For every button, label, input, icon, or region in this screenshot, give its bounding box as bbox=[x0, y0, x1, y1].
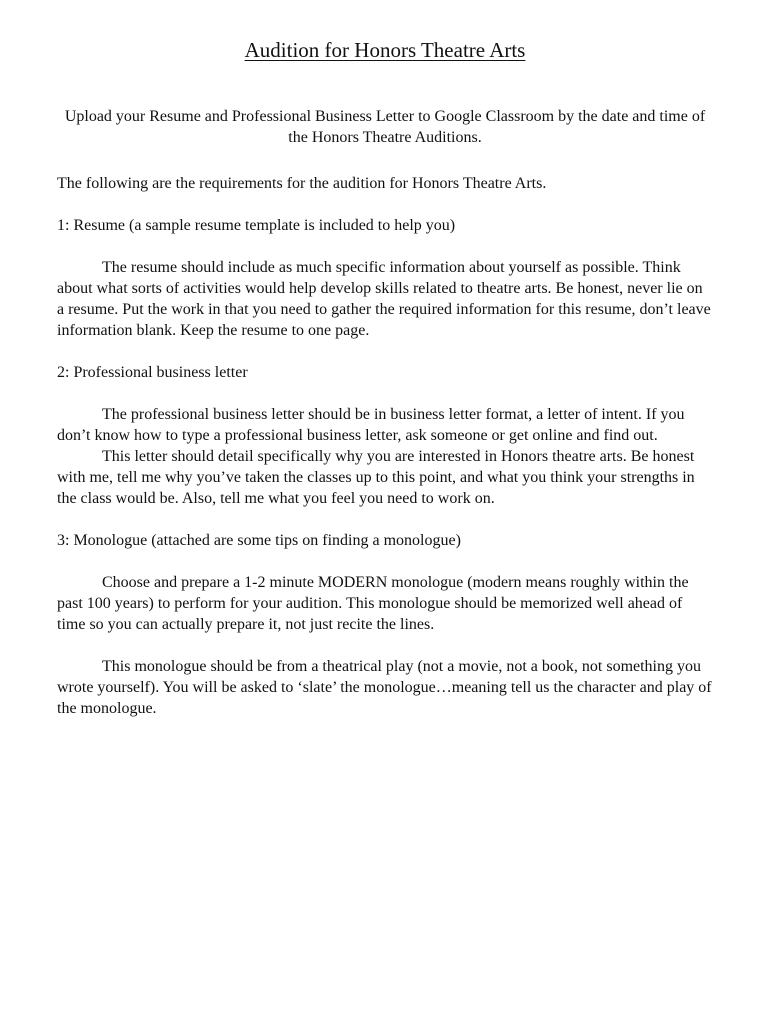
monologue-paragraph-preparation: Choose and prepare a 1-2 minute MODERN monologue (modern means roughly within the past 100 years) to perform for your audition. This monologue should be memorized well ahead of time so you can actually prepare it, not just recite the lines. bbox=[57, 574, 689, 633]
section-heading-resume: 1: Resume (a sample resume template is included to help you) bbox=[57, 217, 456, 234]
business-letter-paragraph-content: This letter should detail specifically why you are interested in Honors theatre arts. Be honest with me, tell me why you’ve taken the classes up to this point, and what you think your strengths in the class would be. Also, tell me what you feel you need to work on. bbox=[57, 448, 695, 507]
upload-instructions: Upload your Resume and Professional Business Letter to Google Classroom by the date and time of the Honors Theatre Auditions. bbox=[64, 108, 706, 146]
document-title-block bbox=[0, 36, 770, 64]
section-heading-monologue: 3: Monologue (attached are some tips on finding a monologue) bbox=[57, 532, 461, 549]
monologue-paragraph-source: This monologue should be from a theatrical play (not a movie, not a book, not something you wrote yourself). You will be asked to ‘slate’ the monologue…meaning tell us the character and play of the monologue. bbox=[57, 658, 712, 717]
business-letter-paragraph-format: The professional business letter should be in business letter format, a letter of intent. If you don’t know how to type a professional business letter, ask someone or get online and find out. bbox=[57, 406, 685, 444]
requirements-intro: The following are the requirements for the audition for Honors Theatre Arts. bbox=[57, 175, 547, 192]
resume-paragraph: The resume should include as much specific information about yourself as possible. Think about what sorts of activities would help develop skills related to theatre arts. Be honest, never lie on a resume. Put the work in that you need to gather the required information for this resume, don’t leave information blank. Keep the resume to one page. bbox=[57, 259, 711, 339]
section-heading-business-letter: 2: Professional business letter bbox=[57, 364, 248, 381]
requirements-body bbox=[57, 173, 713, 719]
document-title: Audition for Honors Theatre Arts bbox=[244, 38, 526, 62]
